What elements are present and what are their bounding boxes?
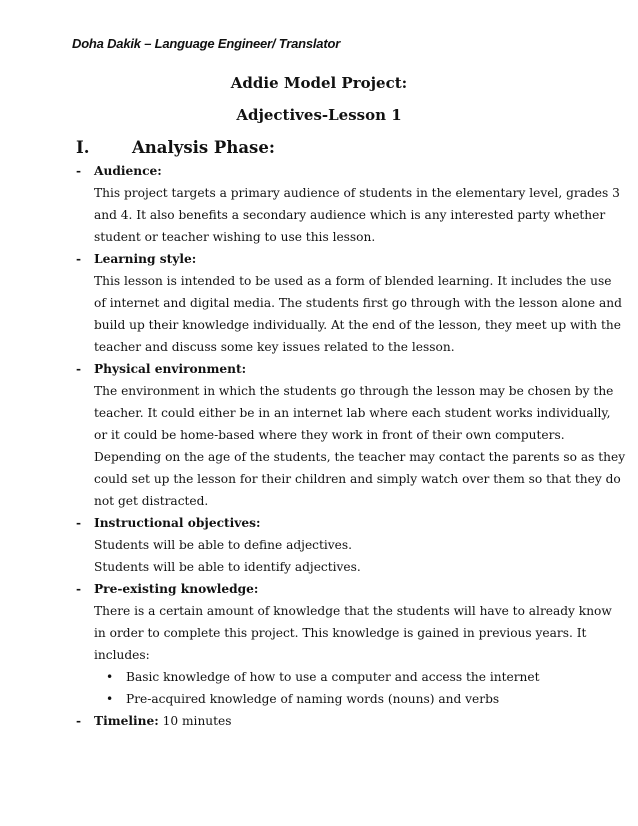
section-heading: Pre-existing knowledge: xyxy=(94,582,259,596)
bullet-dot-icon: • xyxy=(106,670,114,684)
section-audience xyxy=(76,160,620,248)
list-dash: - xyxy=(76,164,82,178)
paragraph-line: or it could be home-based where they work in front of their own computers. xyxy=(94,428,565,442)
section-physical-environment xyxy=(76,358,626,512)
document-body xyxy=(76,160,626,732)
paragraph-line: teacher and discuss some key issues related to the lesson. xyxy=(94,340,455,354)
paragraph-line: teacher. It could either be in an internet lab where each student works individually, xyxy=(94,406,611,420)
bullet-dot-icon: • xyxy=(106,692,114,706)
list-dash: - xyxy=(76,516,82,530)
section-heading: Learning style: xyxy=(94,252,197,266)
paragraph-line: student or teacher wishing to use this lesson. xyxy=(94,230,376,244)
list-dash: - xyxy=(76,582,82,596)
section-instructional-objectives xyxy=(76,512,576,578)
bullet-text: Pre-acquired knowledge of naming words (nouns) and verbs xyxy=(126,692,500,706)
section-heading: Instructional objectives: xyxy=(94,516,261,530)
section-learning-style xyxy=(76,248,622,358)
list-dash: - xyxy=(76,714,82,728)
bullet-text: Basic knowledge of how to use a computer and access the internet xyxy=(126,670,540,684)
list-dash: - xyxy=(76,252,82,266)
paragraph-line: The environment in which the students go through the lesson may be chosen by the xyxy=(94,384,614,398)
section-timeline xyxy=(76,710,576,732)
paragraph-line: Depending on the age of the students, the teacher may contact the parents so as they xyxy=(94,450,626,464)
bullet-list xyxy=(94,666,576,710)
phase-heading xyxy=(76,138,275,157)
paragraph-line: of internet and digital media. The students first go through with the lesson alone and xyxy=(94,296,622,310)
timeline-value: 10 minutes xyxy=(162,714,232,728)
document-subtitle: Adjectives-Lesson 1 xyxy=(236,106,402,124)
section-preexisting-knowledge xyxy=(76,578,612,710)
section-heading: Audience: xyxy=(94,164,162,178)
phase-label: Analysis Phase: xyxy=(132,138,275,157)
page-header-author: Doha Dakik – Language Engineer/ Translator xyxy=(72,36,341,51)
section-heading: Physical environment: xyxy=(94,362,247,376)
paragraph-line: Students will be able to identify adjectives. xyxy=(94,560,361,574)
paragraph-line: This lesson is intended to be used as a form of blended learning. It includes the use xyxy=(94,274,612,288)
list-item xyxy=(106,688,576,710)
paragraph-line: could set up the lesson for their children and simply watch over them so that they do xyxy=(94,472,621,486)
paragraph-line: This project targets a primary audience of students in the elementary level, grades 3 xyxy=(94,186,620,200)
phase-number: I. xyxy=(76,138,90,157)
paragraph-line: build up their knowledge individually. At the end of the lesson, they meet up with the xyxy=(94,318,621,332)
list-dash: - xyxy=(76,362,82,376)
list-item xyxy=(106,666,576,688)
paragraph-line: in order to complete this project. This knowledge is gained in previous years. It xyxy=(94,626,587,640)
paragraph-line: includes: xyxy=(94,648,150,662)
paragraph-line: Students will be able to define adjectives. xyxy=(94,538,353,552)
paragraph-line: and 4. It also benefits a secondary audience which is any interested party whether xyxy=(94,208,606,222)
document-title: Addie Model Project: xyxy=(230,74,408,92)
paragraph-line: There is a certain amount of knowledge that the students will have to already know xyxy=(94,604,612,618)
paragraph-line: not get distracted. xyxy=(94,494,209,508)
section-heading: Timeline: xyxy=(94,714,159,728)
